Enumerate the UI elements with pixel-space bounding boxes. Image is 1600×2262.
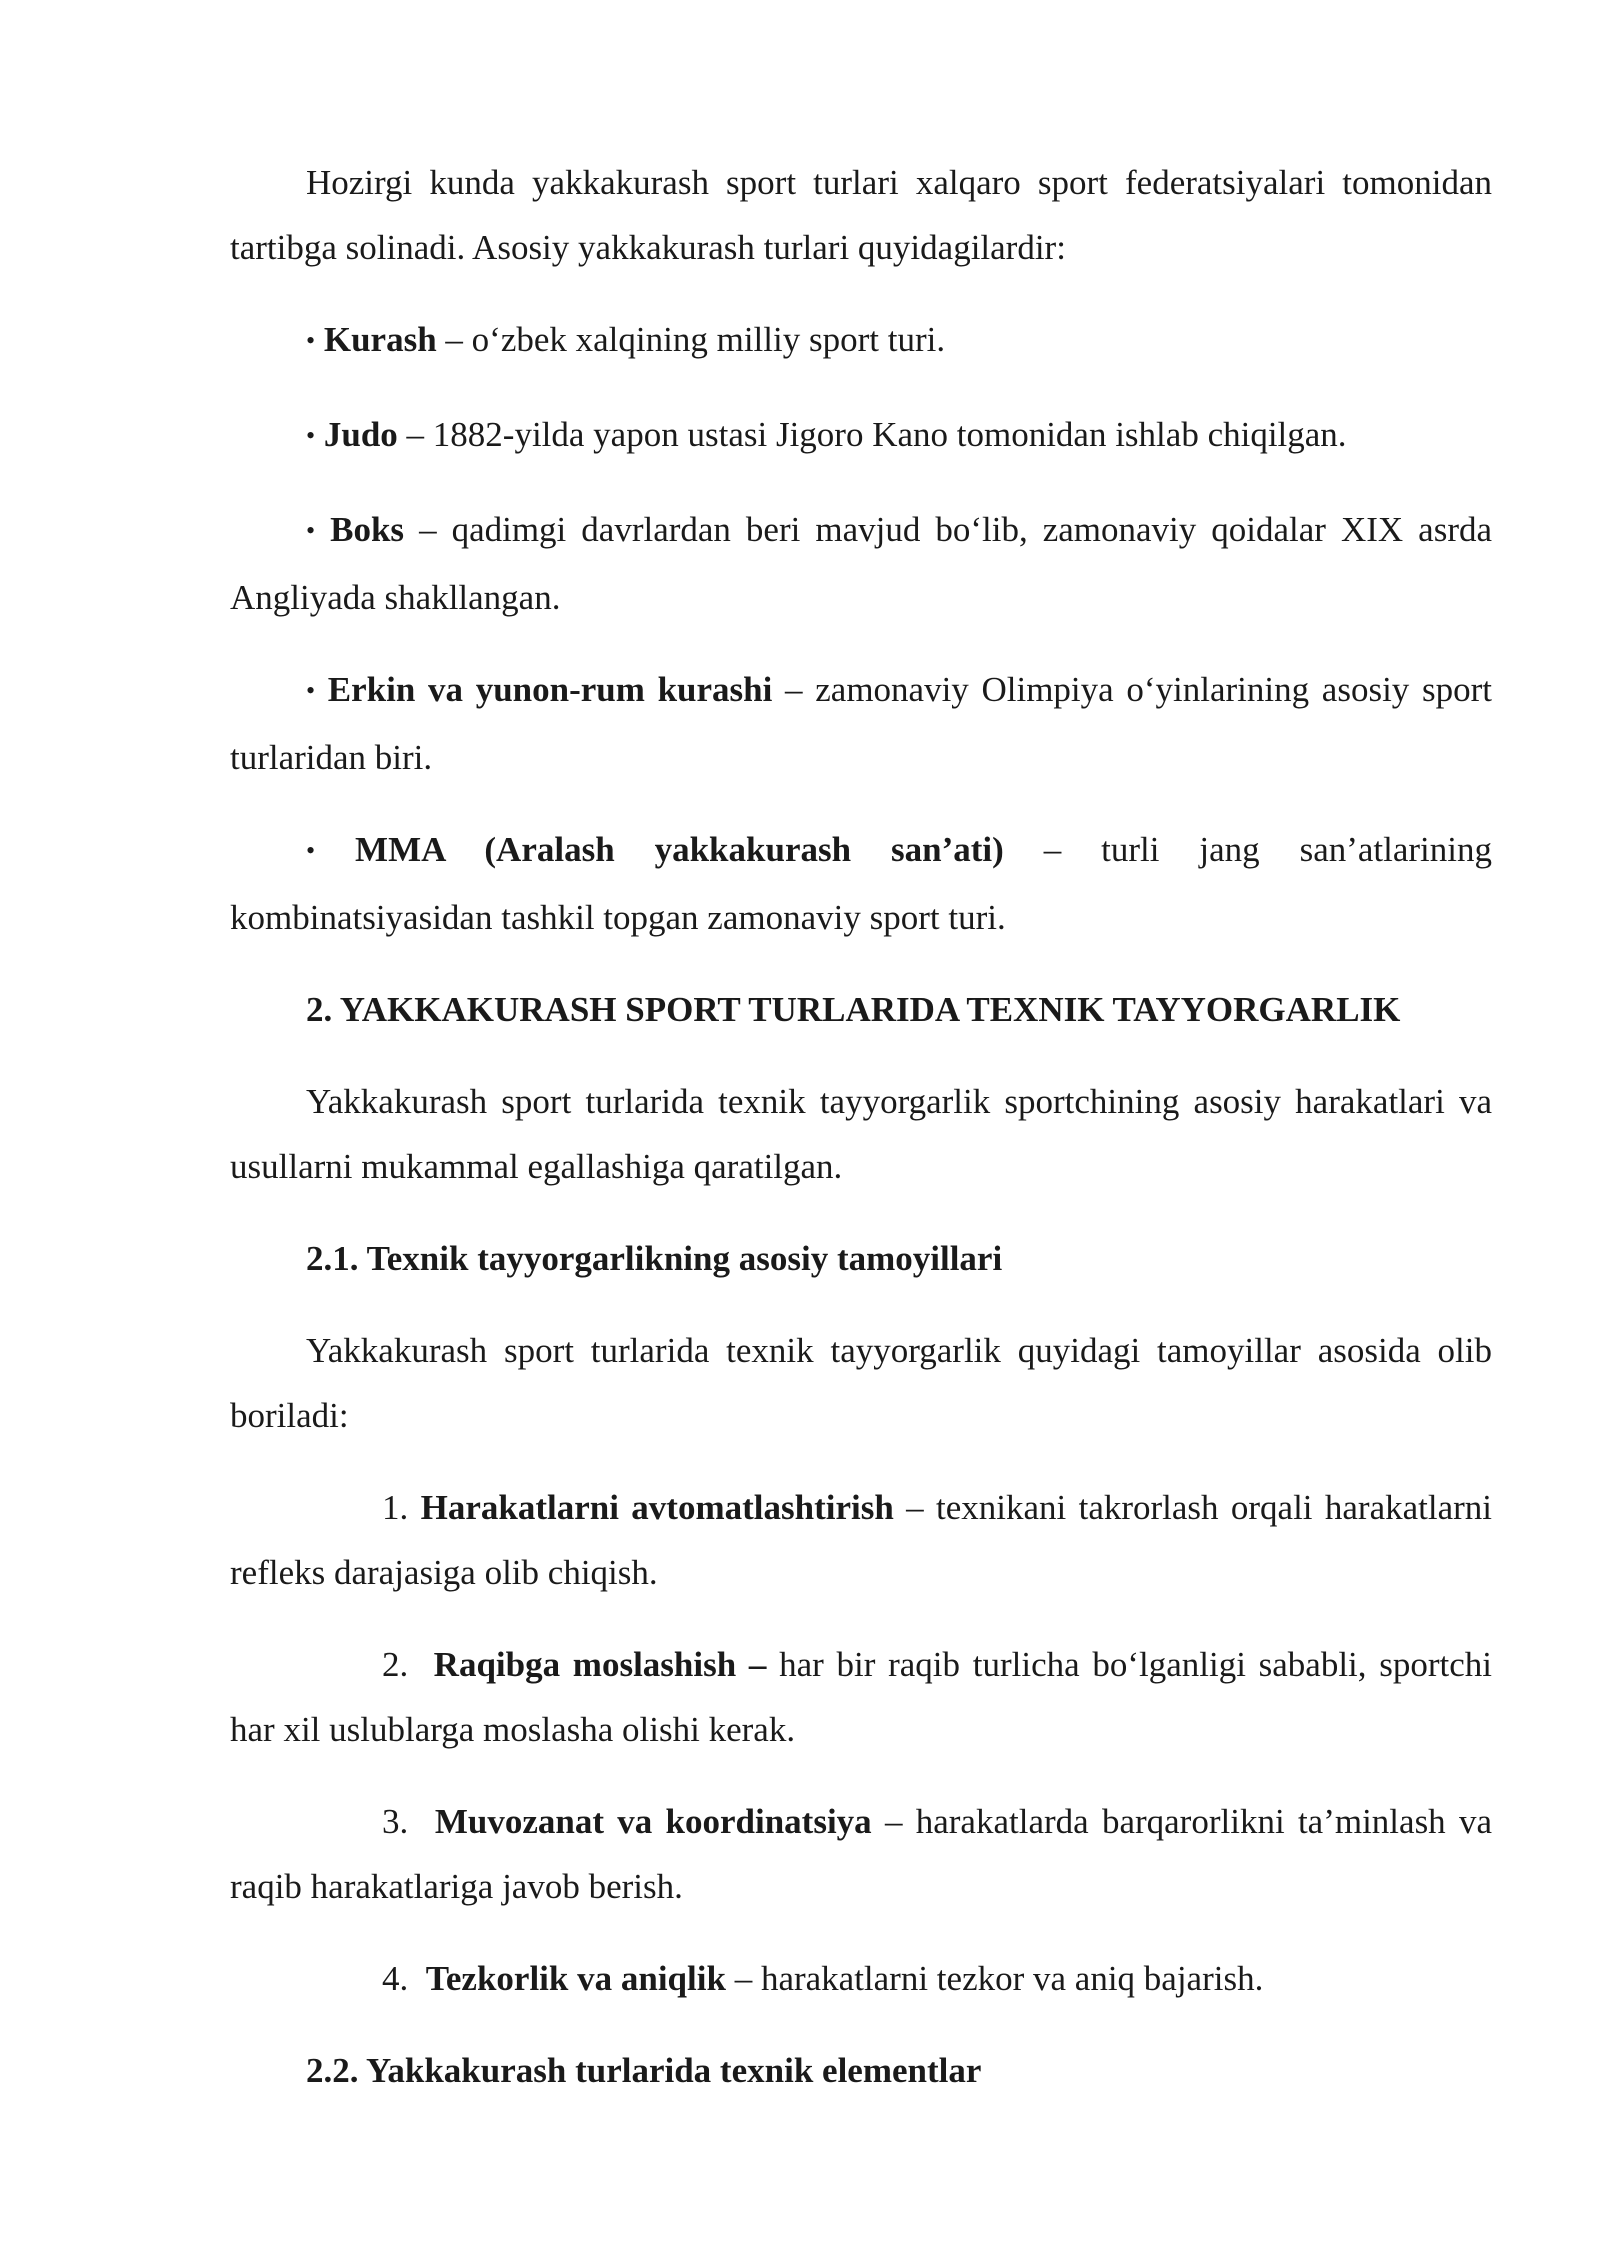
list-item-text: – 1882-yilda yapon ustasi Jigoro Kano tomonidan ishlab chiqilgan. xyxy=(397,415,1347,454)
list-item-term: Muvozanat va koordinatsiya xyxy=(434,1802,872,1841)
list-item-mma xyxy=(230,817,1492,950)
list-item-text: – harakatlarda barqarorlikni ta’minlash va raqib harakatlariga javob berish. xyxy=(230,1802,1493,1906)
section-heading-2: 2. YAKKAKURASH SPORT TURLARIDA TEXNIK TAYYORGARLIK xyxy=(306,990,1401,1029)
list-item-term: Harakatlarni avtomatlashtirish xyxy=(420,1488,894,1527)
list-item-text: – qadimgi davrlardan beri mavjud bo‘lib, zamonaviy qoidalar XIX asrda Angliyada shakllangan. xyxy=(230,510,1493,617)
list-item-term: Tezkorlik va aniqlik xyxy=(425,1959,726,1998)
document-page xyxy=(230,150,1492,2103)
section-2-paragraph: Yakkakurash sport turlarida texnik tayyorgarlik sportchining asosiy harakatlari va usullarni mukammal egallashiga qaratilgan. xyxy=(230,1082,1492,1186)
bullet-icon: • xyxy=(306,836,316,865)
list-item-boks xyxy=(230,497,1492,630)
list-item-term: Judo xyxy=(323,415,398,454)
list-item-term: Raqibga moslashish – xyxy=(433,1645,767,1684)
list-item-text: har bir raqib turlicha bo‘lganligi sababli, sportchi har xil uslublarga moslasha olishi kerak. xyxy=(230,1645,1492,1749)
list-number: 4. xyxy=(382,1959,409,1998)
bullet-icon: • xyxy=(306,516,316,545)
list-item-text: – o‘zbek xalqining milliy sport turi. xyxy=(436,320,946,359)
bullet-icon: • xyxy=(306,326,316,355)
list-item-text: – texnikani takrorlash orqali harakatlarni refleks darajasiga olib chiqish. xyxy=(230,1488,1493,1592)
section-heading-2-2: 2.2. Yakkakurash turlarida texnik elementlar xyxy=(306,2051,982,2090)
principle-item-4 xyxy=(230,1946,1492,2011)
section-2-1-paragraph: Yakkakurash sport turlarida texnik tayyorgarlik quyidagi tamoyillar asosida olib boriladi: xyxy=(230,1331,1492,1435)
list-item-text: – zamonaviy Olimpiya o‘yinlarining asosiy sport turlaridan biri. xyxy=(230,670,1492,777)
list-item-term: Erkin va yunon-rum kurashi xyxy=(327,670,773,709)
list-item-term: MMA (Aralash yakkakurash san’ati) xyxy=(355,830,1004,869)
bullet-icon: • xyxy=(306,676,316,705)
bullet-icon: • xyxy=(306,421,316,450)
list-item-text: – turli jang san’atlarining kombinatsiyasidan tashkil topgan zamonaviy sport turi. xyxy=(230,830,1493,937)
principle-item-1 xyxy=(230,1475,1492,1605)
section-heading-2-1: 2.1. Texnik tayyorgarlikning asosiy tamoyillari xyxy=(306,1239,1003,1278)
intro-paragraph: Hozirgi kunda yakkakurash sport turlari xalqaro sport federatsiyalari tomonidan tartibga solinadi. Asosiy yakkakurash turlari quyidagilardir: xyxy=(230,163,1492,267)
list-item-term: Kurash xyxy=(323,320,437,359)
list-item-erkin-kurash xyxy=(230,657,1492,790)
list-number: 1. xyxy=(382,1488,409,1527)
principle-item-2 xyxy=(230,1632,1492,1762)
list-item-kurash xyxy=(230,307,1492,375)
list-item-judo xyxy=(230,402,1492,470)
list-item-term: Boks xyxy=(330,510,405,549)
principle-item-3 xyxy=(230,1789,1492,1919)
list-number: 2. xyxy=(382,1645,409,1684)
list-item-text: – harakatlarni tezkor va aniq bajarish. xyxy=(725,1959,1264,1998)
list-number: 3. xyxy=(382,1802,409,1841)
